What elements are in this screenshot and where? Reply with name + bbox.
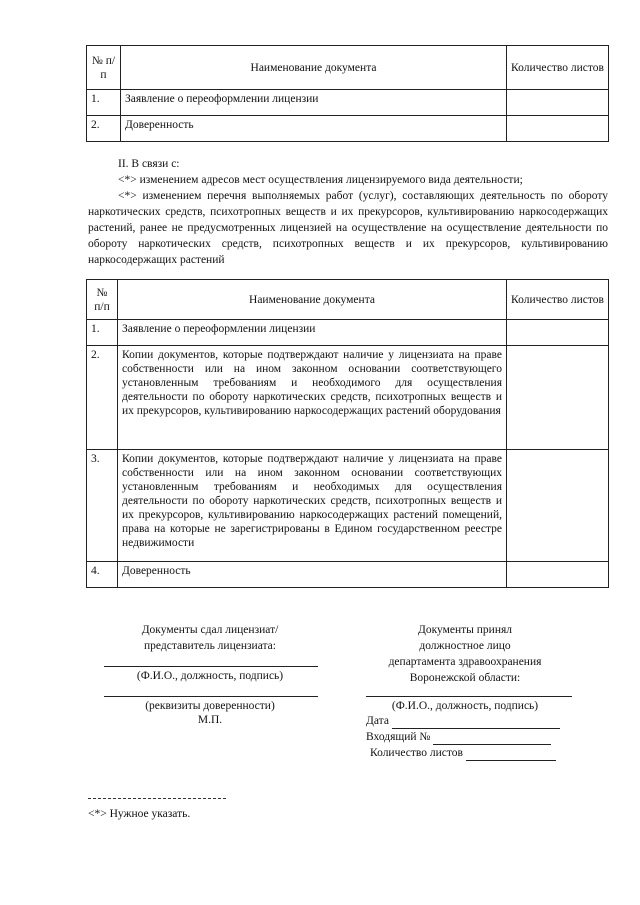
row-name: Заявление о переоформлении лицензии [121,90,507,116]
incoming-number-blank [433,732,551,745]
section-2-item-1: <*> изменением адресов мест осуществления лицензируемого вида деятельности; [118,174,523,186]
table-header-row [87,46,609,90]
left-fio-caption: (Ф.И.О., должность, подпись) [136,670,284,682]
row-num: 1. [87,90,121,116]
row-count [507,90,609,116]
row-count [507,320,609,346]
table-row [87,116,609,142]
table-header-row [87,280,609,320]
table-row [87,90,609,116]
header-count: Количество листов [507,46,609,90]
row-count [507,346,609,450]
sheets-count-label: Количество листов [370,747,463,759]
row-name: Заявление о переоформлении лицензии [118,320,507,346]
section-2-heading: II. В связи с: [118,158,180,170]
sheets-count-blank [466,748,556,761]
row-num: 2. [87,116,121,142]
right-sig-line-4: Воронежской области: [409,672,521,684]
row-name: Доверенность [121,116,507,142]
header-num: № п/п [87,280,118,320]
stamp-mark: М.П. [197,714,223,726]
right-sig-line-2: должностное лицо [419,640,511,652]
documents-table-2 [86,279,609,588]
right-signature-block [360,622,570,686]
right-sig-line-3: департамента здравоохранения [388,656,542,668]
footnote-text: <*> Нужное указать. [88,808,191,820]
power-of-attorney-line [104,696,318,697]
incoming-number-field [366,729,551,745]
right-sig-line-1: Документы принял [417,624,513,636]
left-signature-block [100,622,320,654]
header-name: Наименование документа [121,46,507,90]
right-fio-caption: (Ф.И.О., должность, подпись) [391,700,539,712]
right-signature-line [366,696,572,697]
header-name: Наименование документа [118,280,507,320]
header-num: № п/п [87,46,121,90]
incoming-number-label: Входящий № [366,731,431,743]
header-count: Количество листов [507,280,609,320]
table-row [87,346,609,450]
power-of-attorney-caption: (реквизиты доверенности) [145,700,275,712]
documents-table-1 [86,45,609,142]
section-2-item-2: <*> изменением перечня выполняемых работ (услуг), составляющих деятельность по обороту наркотических средств, психотропных веществ и их прекурсоров, культивированию наркосодержащих растений, ранее не предусмотренных лицензией на осуществление на осуществление деятельности по обороту наркотических средств, психотропных веществ и их прекурсоров, культивированию наркосодержащих растений [88,190,608,266]
sheets-count-field [370,745,556,761]
date-blank [392,716,560,729]
row-name: Доверенность [118,562,507,588]
left-sig-line-2: представитель лицензиата: [144,640,276,652]
date-label: Дата [366,715,389,727]
row-name: Копии документов, которые подтверждают наличие у лицензиата на праве собственности или на ином законном основании соответствующих установленным требованиям и необходимых для осуществления деятельности по обороту наркотических средств, психотропных веществ и их прекурсоров, культивированию наркосодержащих растений помещений, права на которые не зарегистрированы в Едином государственном реестре недвижимости [118,450,507,562]
row-num: 2. [87,346,118,450]
table-row [87,562,609,588]
row-count [507,116,609,142]
row-num: 3. [87,450,118,562]
table-row [87,320,609,346]
row-name: Копии документов, которые подтверждают наличие у лицензиата на праве собственности или на ином законном основании соответствующего установленным требованиям и необходимого для осуществления деятельности по обороту наркотических средств, психотропных веществ и их прекурсоров, культивированию наркосодержащих растений оборудования [118,346,507,450]
row-num: 1. [87,320,118,346]
left-signature-line [104,666,318,667]
table-row [87,450,609,562]
row-count [507,562,609,588]
row-num: 4. [87,562,118,588]
row-count [507,450,609,562]
section-2-text [88,156,608,268]
left-sig-line-1: Документы сдал лицензиат/ [141,624,279,636]
date-field [366,713,560,729]
footnote-separator [88,798,226,799]
